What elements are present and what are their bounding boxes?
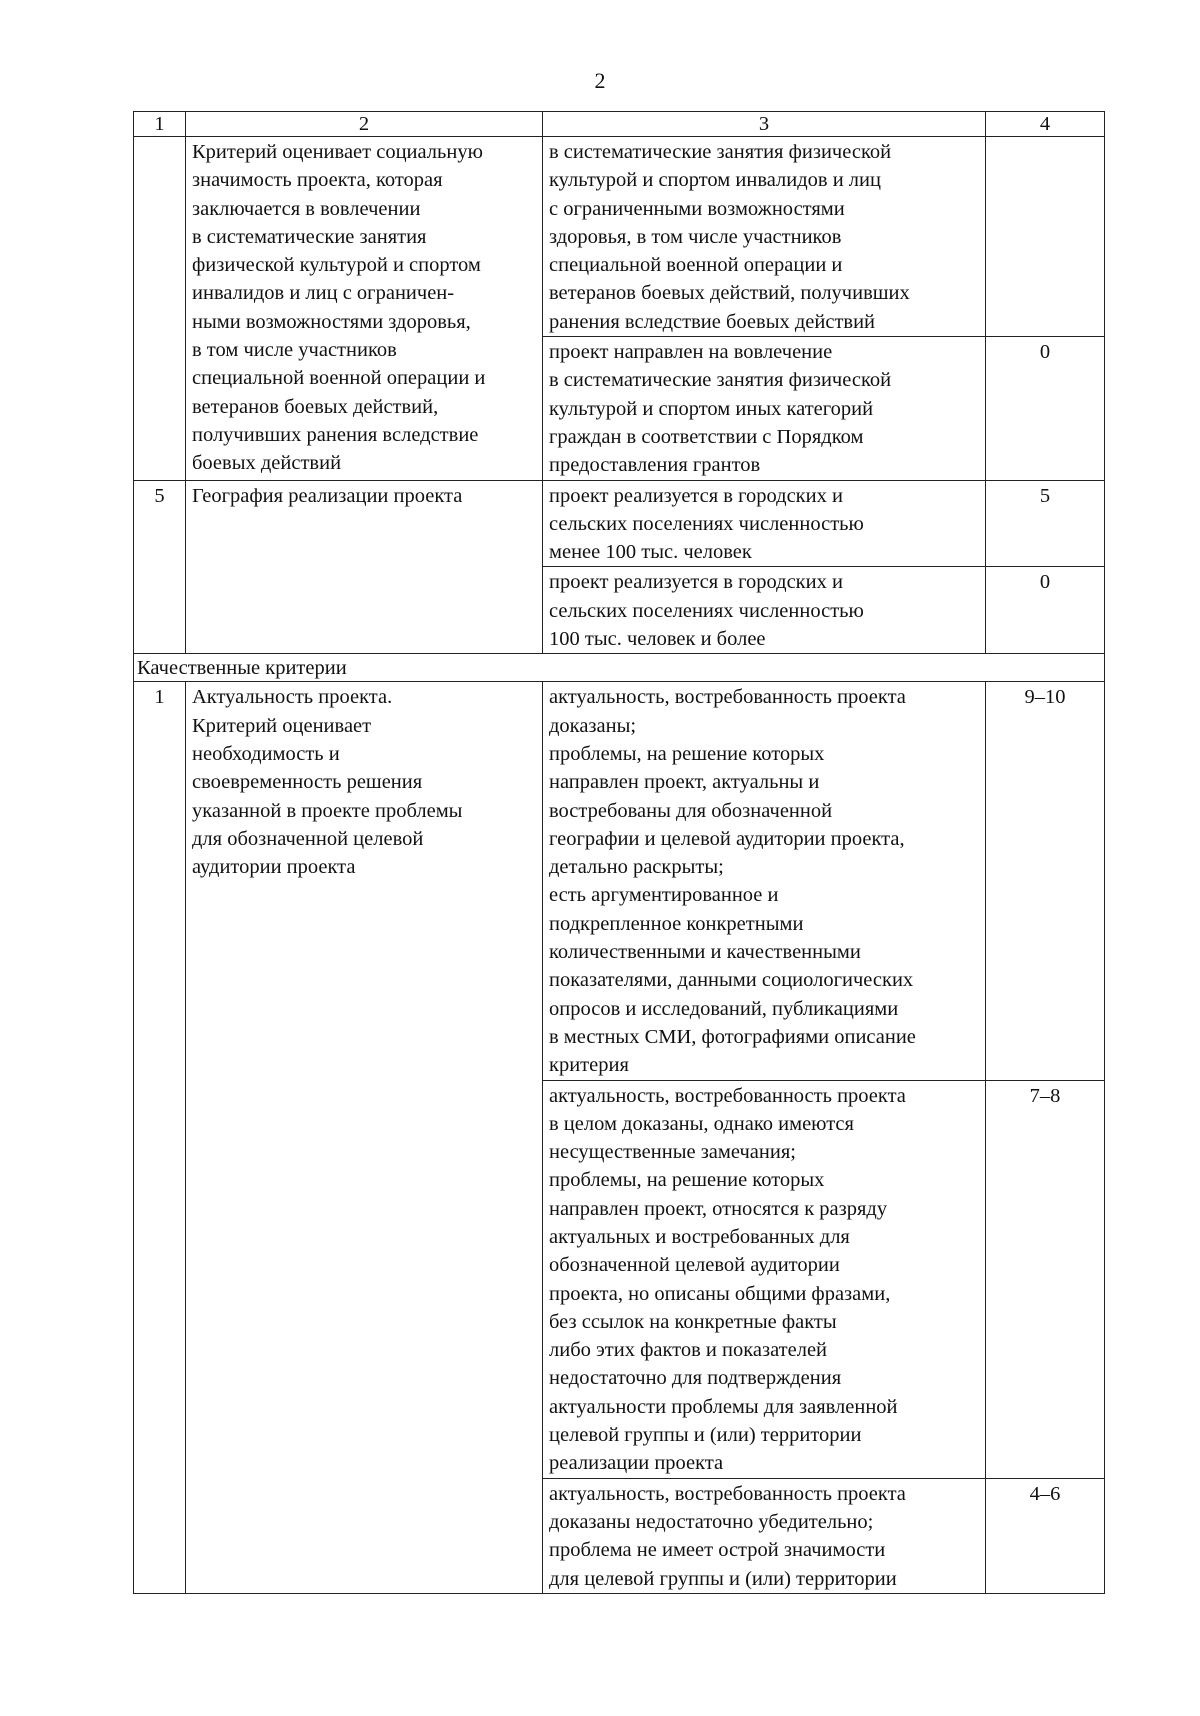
option-description-cell: проект реализуется в городских и сельских поселениях численностью менее 100 тыс. человек (543, 480, 986, 567)
option-description-cell: в систематические занятия физической культурой и спортом инвалидов и лиц с ограниченными возможностями здоровья, в том числе участников специальной военной операции и ветеранов боевых действий, получивших ранения вследствие боевых действий (543, 137, 986, 337)
header-cell-3: 3 (543, 112, 986, 137)
header-cell-4: 4 (986, 112, 1105, 137)
option-description-cell: актуальность, востребованность проекта в целом доказаны, однако имеются несущественные замечания; проблемы, на решение которых направлен проект, относятся к разряду актуальных и востребованных для обозначенной целевой аудитории проекта, но описаны общими фразами, без ссылок на конкретные факты либо этих фактов и показателей недостаточно для подтверждения актуальности проблемы для заявленной целевой группы и (или) территории реализации проекта (543, 1080, 986, 1478)
score-cell (986, 137, 1105, 337)
option-description-cell: актуальность, востребованность проекта доказаны недостаточно убедительно; проблема не имеет острой значимости для целевой группы и (или) территории (543, 1478, 986, 1593)
option-description-cell: проект реализуется в городских и сельских поселениях численностью 100 тыс. человек и более (543, 567, 986, 654)
criterion-cell: География реализации проекта (186, 480, 543, 654)
option-description-cell: актуальность, востребованность проекта доказаны; проблемы, на решение которых направлен проект, актуальны и востребованы для обозначенной географии и целевой аудитории проекта, детально раскрыты; есть аргументированное и подкрепленное конкретными количественными и качественными показателями, данными социологических опросов и исследований, публикациями в местных СМИ, фотографиями описание критерия (543, 682, 986, 1080)
header-cell-1: 1 (134, 112, 186, 137)
score-cell: 0 (986, 567, 1105, 654)
table-header-row (134, 112, 1105, 137)
table-row (134, 480, 1105, 567)
score-cell: 7–8 (986, 1080, 1105, 1478)
score-cell: 0 (986, 337, 1105, 480)
score-cell: 5 (986, 480, 1105, 567)
row-number-cell (134, 137, 186, 481)
table-row (134, 682, 1105, 1080)
row-number-cell: 5 (134, 480, 186, 654)
section-row (134, 654, 1105, 682)
section-title: Качественные критерии (134, 654, 1105, 682)
page-number: 2 (594, 68, 606, 93)
table-row (134, 137, 1105, 337)
score-cell: 4–6 (986, 1478, 1105, 1593)
row-number-cell: 1 (134, 682, 186, 1594)
criterion-cell: Актуальность проекта. Критерий оценивает необходимость и своевременность решения указанной в проекте проблемы для обозначенной целевой аудитории проекта (186, 682, 543, 1594)
score-cell: 9–10 (986, 682, 1105, 1080)
criterion-cell: Критерий оценивает социальную значимость проекта, которая заключается в вовлечении в систематические занятия физической культурой и спортом инвалидов и лиц с ограничен- ными возможностями здоровья, в том числе участников специальной военной операции и ветеранов боевых действий, получивших ранения вследствие боевых действий (186, 137, 543, 481)
criteria-table (133, 111, 1105, 1594)
option-description-cell: проект направлен на вовлечение в систематические занятия физической культурой и спортом иных категорий граждан в соответствии с Порядком предоставления грантов (543, 337, 986, 480)
header-cell-2: 2 (186, 112, 543, 137)
